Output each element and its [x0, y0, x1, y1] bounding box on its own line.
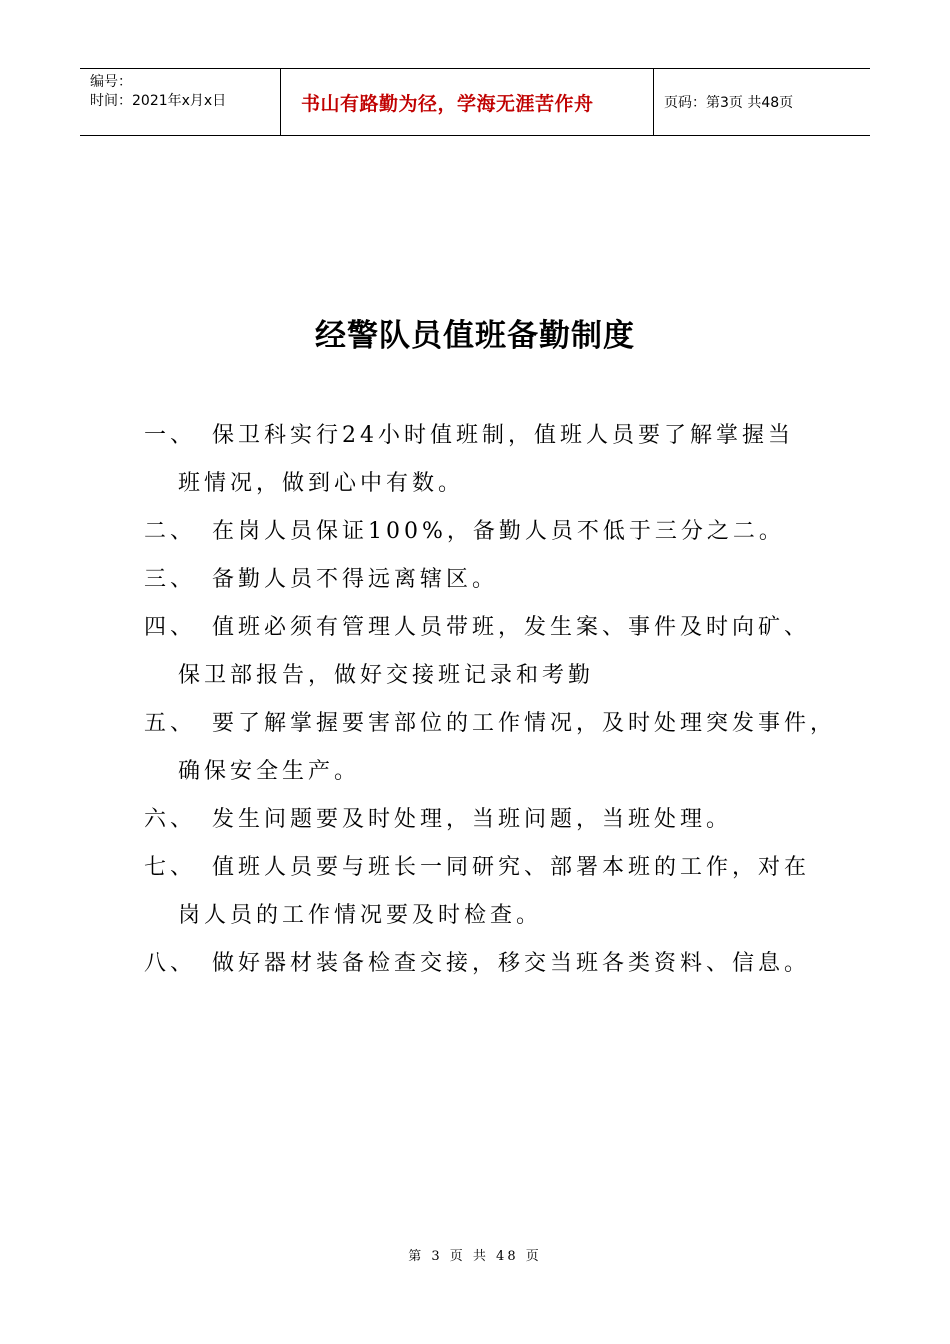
header-page-info: 页码：第3页 共48页 — [664, 95, 794, 111]
header-page-cell — [654, 69, 870, 135]
rule-text — [178, 604, 811, 700]
rule-number: 一、 — [144, 423, 197, 448]
rule-item — [144, 796, 844, 844]
rule-text-line: 做好器材装备检查交接，移交当班各类资料、信息。 — [212, 951, 811, 976]
motto-text: 书山有路勤为径，学海无涯苦作舟 — [301, 92, 594, 115]
rule-item — [144, 604, 844, 700]
rule-text — [212, 796, 732, 844]
rule-number: 二、 — [144, 519, 197, 544]
rule-text-line: 备勤人员不得远离辖区。 — [212, 567, 499, 592]
rule-text — [178, 844, 811, 940]
rule-text-line: 要了解掌握要害部位的工作情况，及时处理突发事件， — [212, 711, 837, 736]
rule-item — [144, 844, 844, 940]
rule-number: 八、 — [144, 951, 197, 976]
rule-text-line: 在岗人员保证100%，备勤人员不低于三分之二。 — [212, 519, 785, 544]
rule-item — [144, 940, 844, 988]
rule-item — [144, 508, 844, 556]
rule-text — [212, 508, 785, 556]
rule-item — [144, 556, 844, 604]
rule-text — [178, 412, 794, 508]
header-meta-cell — [80, 69, 281, 135]
rule-number: 七、 — [144, 855, 197, 880]
rule-text — [212, 556, 498, 604]
rule-number: 五、 — [144, 711, 197, 736]
page-header — [80, 68, 870, 136]
rule-text-line: 值班必须有管理人员带班，发生案、事件及时向矿、 — [212, 615, 811, 640]
serial-label: 编号： — [90, 74, 132, 90]
rule-text-line: 确保安全生产。 — [178, 759, 361, 784]
rule-item — [144, 700, 844, 796]
document-title: 经警队员值班备勤制度 — [315, 318, 635, 354]
rule-text-line: 岗人员的工作情况要及时检查。 — [178, 903, 543, 928]
rules-list — [144, 412, 844, 988]
rule-text-line: 发生问题要及时处理，当班问题，当班处理。 — [212, 807, 733, 832]
time-label: 时间：2021年x月x日 — [90, 93, 227, 109]
rule-text — [178, 700, 837, 796]
header-motto-cell — [281, 69, 654, 135]
rule-text-line: 值班人员要与班长一同研究、部署本班的工作，对在 — [212, 855, 811, 880]
rule-text-line: 保卫部报告，做好交接班记录和考勤 — [178, 663, 595, 688]
rule-number: 四、 — [144, 615, 197, 640]
rule-number: 三、 — [144, 567, 197, 592]
rule-text — [212, 940, 810, 988]
rule-item — [144, 412, 844, 508]
rule-text-line: 班情况，做到心中有数。 — [178, 471, 465, 496]
rule-number: 六、 — [144, 807, 197, 832]
page-footer: 第 3 页 共 48 页 — [408, 1249, 542, 1264]
rule-text-line: 保卫科实行24小时值班制，值班人员要了解掌握当 — [212, 423, 794, 448]
